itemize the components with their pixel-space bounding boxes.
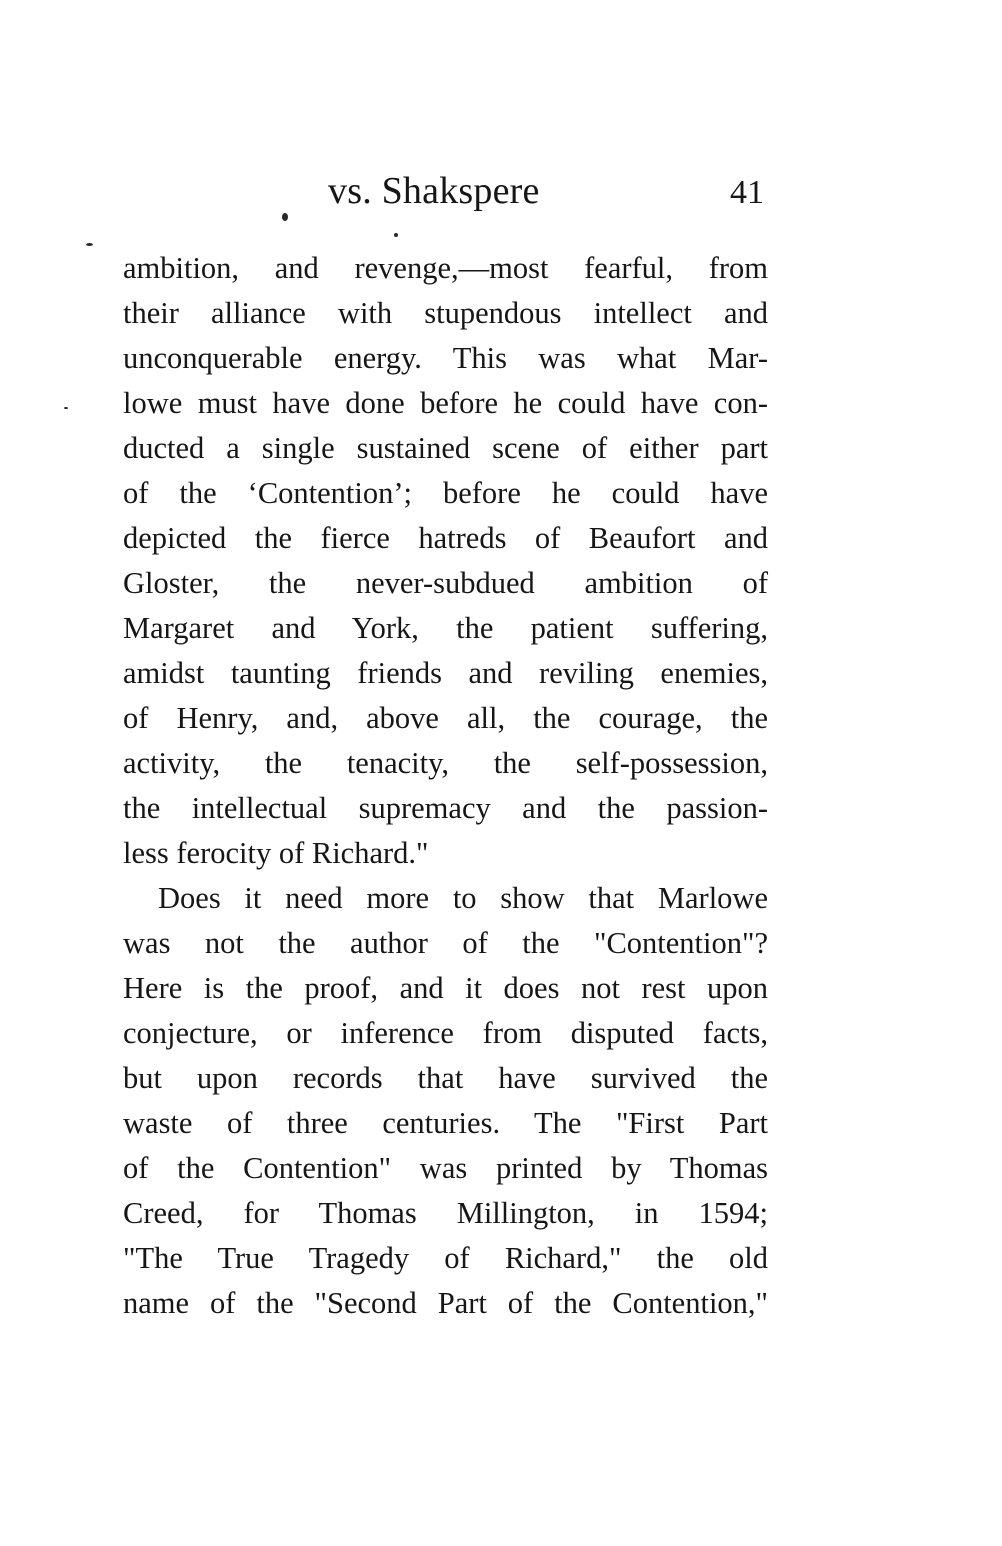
text-line: but upon records that have survived the	[123, 1061, 768, 1095]
text-line: Does it need more to show that Marlowe	[158, 881, 768, 915]
body-text	[123, 246, 768, 1326]
paragraph-2	[123, 876, 768, 1326]
print-speck	[394, 233, 398, 237]
text-line: Margaret and York, the patient suffering,	[123, 611, 768, 645]
text-line: activity, the tenacity, the self-possession,	[123, 746, 768, 780]
text-line: ambition, and revenge,—most fearful, from	[123, 251, 768, 285]
text-line: was not the author of the "Contention"?	[123, 926, 768, 960]
text-line: depicted the fierce hatreds of Beaufort and	[123, 521, 768, 555]
text-line: ducted a single sustained scene of either part	[123, 431, 768, 465]
text-line: less ferocity of Richard."	[123, 836, 429, 870]
text-line: the intellectual supremacy and the passion-	[123, 791, 768, 825]
paragraph-1	[123, 246, 768, 876]
text-line: their alliance with stupendous intellect and	[123, 296, 768, 330]
running-header-title: vs. Shakspere	[328, 170, 540, 212]
text-line: of Henry, and, above all, the courage, the	[123, 701, 768, 735]
text-line: "The True Tragedy of Richard," the old	[123, 1241, 768, 1275]
print-speck	[86, 243, 93, 246]
print-speck	[282, 213, 288, 221]
print-speck	[64, 407, 68, 409]
text-line: waste of three centuries. The "First Part	[123, 1106, 768, 1140]
text-line: unconquerable energy. This was what Mar-	[123, 341, 768, 375]
text-line: of the ‘Contention’; before he could have	[123, 476, 768, 510]
text-line: Here is the proof, and it does not rest upon	[123, 971, 768, 1005]
text-line: of the Contention" was printed by Thomas	[123, 1151, 768, 1185]
text-line: name of the "Second Part of the Contention,"	[123, 1286, 768, 1320]
text-line: conjecture, or inference from disputed facts,	[123, 1016, 768, 1050]
text-line: amidst taunting friends and reviling enemies,	[123, 656, 768, 690]
page-number: 41	[730, 174, 764, 211]
text-line: Gloster, the never-subdued ambition of	[123, 566, 768, 600]
text-line: Creed, for Thomas Millington, in 1594;	[123, 1196, 768, 1230]
text-line: lowe must have done before he could have con-	[123, 386, 768, 420]
